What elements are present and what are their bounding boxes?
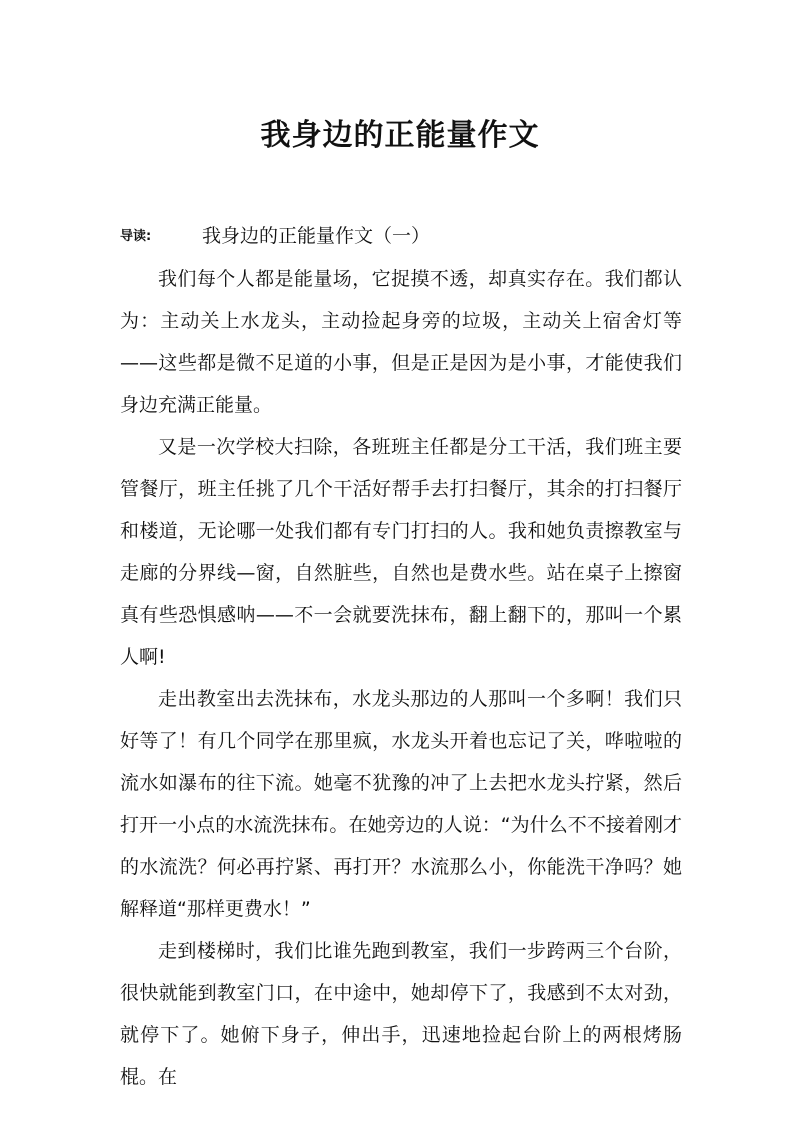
lead-line (120, 221, 680, 247)
document-title: 我身边的正能量作文 (260, 118, 540, 153)
paragraph: 走出教室出去洗抹布，水龙头那边的人那叫一个多啊！我们只好等了！有几个同学在那里疯，水龙头开着也忘记了关，哗啦啦的流水如瀑布的往下流。她毫不犹豫的冲了上去把水龙头拧紧，然后打开一小点的水流洗抹布。在她旁边的人说：“为什么不不接着刚才的水流洗？何必再拧紧、再打开？水流那么小，你能洗干净吗？她解释道“那样更费水！” (120, 688, 682, 920)
paragraph: 我们每个人都是能量场，它捉摸不透，却真实存在。我们都认为：主动关上水龙头，主动捡起身旁的垃圾，主动关上宿舍灯等——这些都是微不足道的小事，但是正是因为是小事，才能使我们身边充满正能量。 (120, 268, 682, 416)
paragraph: 走到楼梯时，我们比谁先跑到教室，我们一步跨两三个台阶，很快就能到教室门口，在中途中，她却停下了，我感到不太对劲，就停下了。她俯下身子，伸出手，迅速地捡起台阶上的两根烤肠棍。在 (120, 940, 682, 1088)
lead-label: 导读: (120, 229, 152, 244)
lead-heading: 我身边的正能量作文（一） (202, 225, 431, 247)
essay-body (120, 258, 682, 1098)
paragraph: 又是一次学校大扫除，各班班主任都是分工干活，我们班主要管餐厅，班主任挑了几个干活好帮手去打扫餐厅，其余的打扫餐厅和楼道，无论哪一处我们都有专门打扫的人。我和她负责擦教室与走廊的分界线—窗，自然脏些，自然也是费水些。站在桌子上擦窗真有些恐惧感呐——不一会就要洗抹布，翻上翻下的，那叫一个累人啊! (120, 436, 682, 668)
